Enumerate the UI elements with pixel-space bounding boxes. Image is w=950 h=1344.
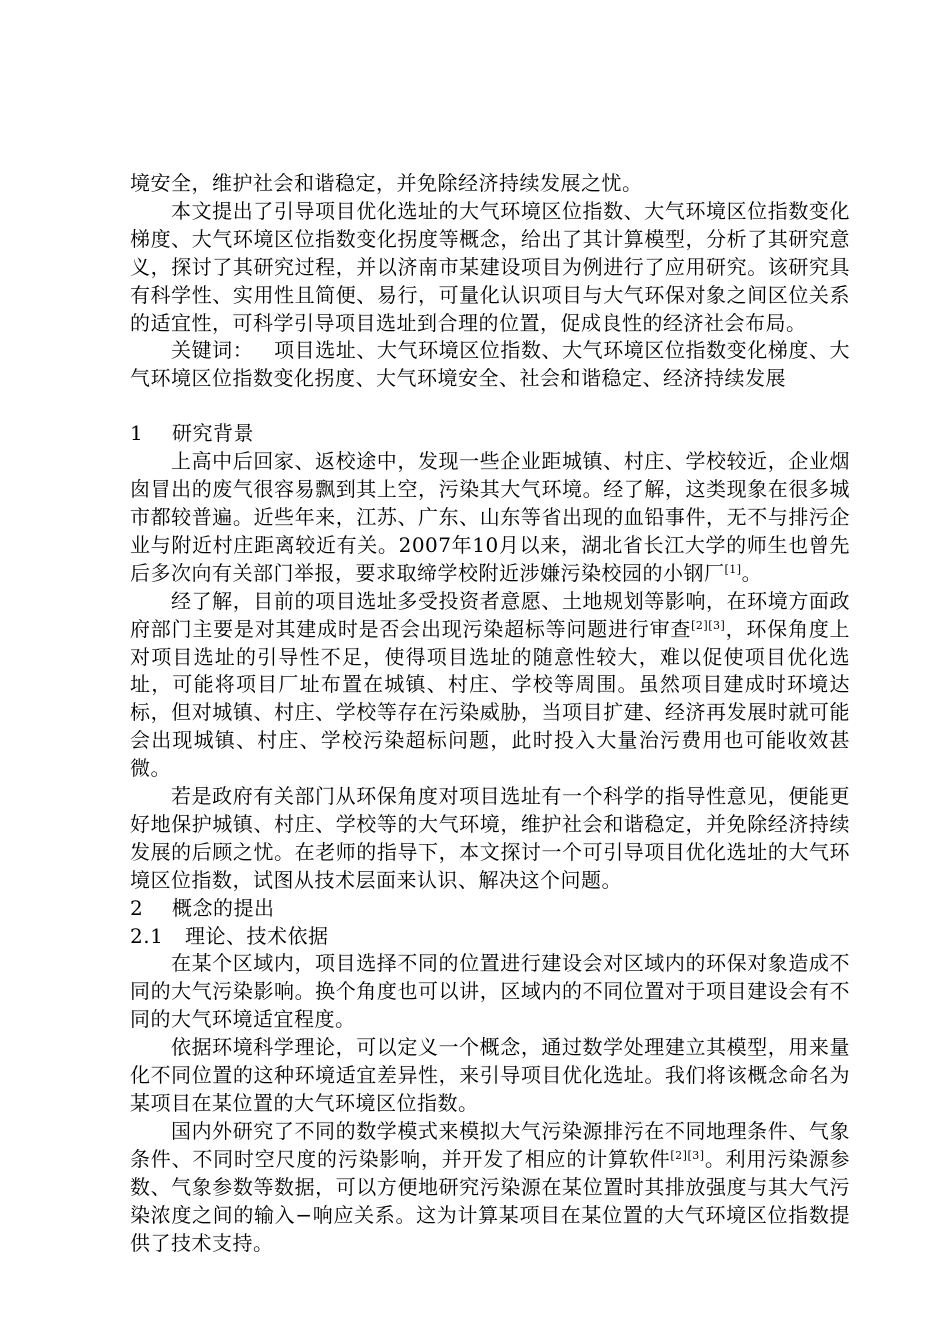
section-heading-2 — [130, 895, 850, 923]
blank-line — [130, 393, 850, 420]
keywords-text: 项目选址、大气环境区位指数、大气环境区位指数变化梯度、大气环境区位指数变化拐度、大气环境安全、社会和谐稳定、经济持续发展 — [130, 338, 851, 391]
paragraph-theory-2: 依据环境科学理论，可以定义一个概念，通过数学处理建立其模型，用来量化不同位置的这种环境适宜差异性，来引导项目优化选址。我们将该概念命名为某项目在某位置的大气环境区位指数。 — [130, 1035, 850, 1115]
text: 经了解，目前的项目选址多受投资者意愿、土地规划等影响，在环境方面政府部门主要是对其建成时是否会出现污染超标等问题进行审查 — [130, 588, 850, 641]
text: 。利用污染源参数、气象参数等数据，可以方便地研究污染源在某位置时其排放强度与其大气污染浓度之间的输入−响应关系。这为计算某项目在某位置的大气环境区位指数提供了技术支持。 — [130, 1146, 851, 1255]
paragraph-theory-1: 在某个区域内，项目选择不同的位置进行建设会对区域内的环保对象造成不同的大气污染影响。换个角度也可以讲，区域内的不同位置对于项目建设会有不同的大气环境适宜程度。 — [130, 951, 850, 1032]
document-page — [130, 170, 850, 1257]
paragraph-keywords — [130, 337, 850, 393]
text: 国内外研究了不同的数学模式来模拟大气污染源排污在不同地理条件、气象条件、不同时空尺度的污染影响，并开发了相应的计算软件 — [130, 1118, 850, 1171]
citation: [1] — [724, 562, 742, 576]
section-heading-1 — [130, 420, 850, 448]
section-number: 2 — [130, 895, 144, 920]
text: 上高中后回家、返校途中，发现一些企业距城镇、村庄、学校较近，企业烟囱冒出的废气很容易飘到其上空，污染其大气环境。经了解，这类现象在很多城市都较普遍。近些年来，江苏、广东、山东等省出现的血铅事件，无不与排污企业与附近村庄距离较近有关。2007年10月以来，湖北省长江大学的师生也曾先后多次向有关部门举报，要求取缔学校附近涉嫌污染校园的小钢厂 — [130, 449, 850, 585]
citation: [2][3] — [670, 1148, 705, 1162]
section-title: 概念的提出 — [172, 895, 275, 920]
paragraph-background-3: 若是政府有关部门从环保角度对项目选址有一个科学的指导性意见，便能更好地保护城镇、村庄、学校等的大气环境，维护社会和谐稳定，并免除经济持续发展的后顾之忧。在老师的指导下，本文探讨一个可引导项目优化选址的大气环境区位指数，试图从技术层面来认识、解决这个问题。 — [130, 784, 850, 892]
section-title: 研究背景 — [172, 421, 254, 446]
citation: [2][3] — [691, 618, 726, 632]
keywords-label: 关键词： — [171, 338, 254, 363]
section-number: 2.1 — [130, 923, 164, 948]
paragraph-theory-3 — [130, 1118, 850, 1258]
subsection-heading-2-1 — [130, 923, 850, 951]
paragraph-abstract: 本文提出了引导项目优化选址的大气环境区位指数、大气环境区位指数变化梯度、大气环境区位指数变化拐度等概念，给出了其计算模型，分析了其研究意义，探讨了其研究过程，并以济南市某建设项目为例进行了应用研究。该研究具有科学性、实用性且简便、易行，可量化认识项目与大气环保对象之间区位关系的适宜性，可科学引导项目选址到合理的位置，促成良性的经济社会布局。 — [130, 198, 850, 335]
section-title: 理论、技术依据 — [185, 923, 329, 948]
paragraph-background-2 — [130, 588, 850, 783]
text: ，环保角度上对项目选址的引导性不足，使得项目选址的随意性较大，难以促使项目优化选址，可能将项目厂址布置在城镇、村庄、学校等周围。虽然项目建成时环境达标，但对城镇、村庄、学校等存在污染威胁，当项目扩建、经济再发展时就可能会出现城镇、村庄、学校污染超标问题，此时投入大量治污费用也可能收效甚微。 — [130, 616, 851, 781]
paragraph-intro-end: 境安全，维护社会和谐稳定，并免除经济持续发展之忧。 — [130, 171, 643, 195]
paragraph-background-1 — [130, 448, 850, 588]
section-number: 1 — [130, 421, 144, 446]
text: 。 — [741, 560, 763, 585]
